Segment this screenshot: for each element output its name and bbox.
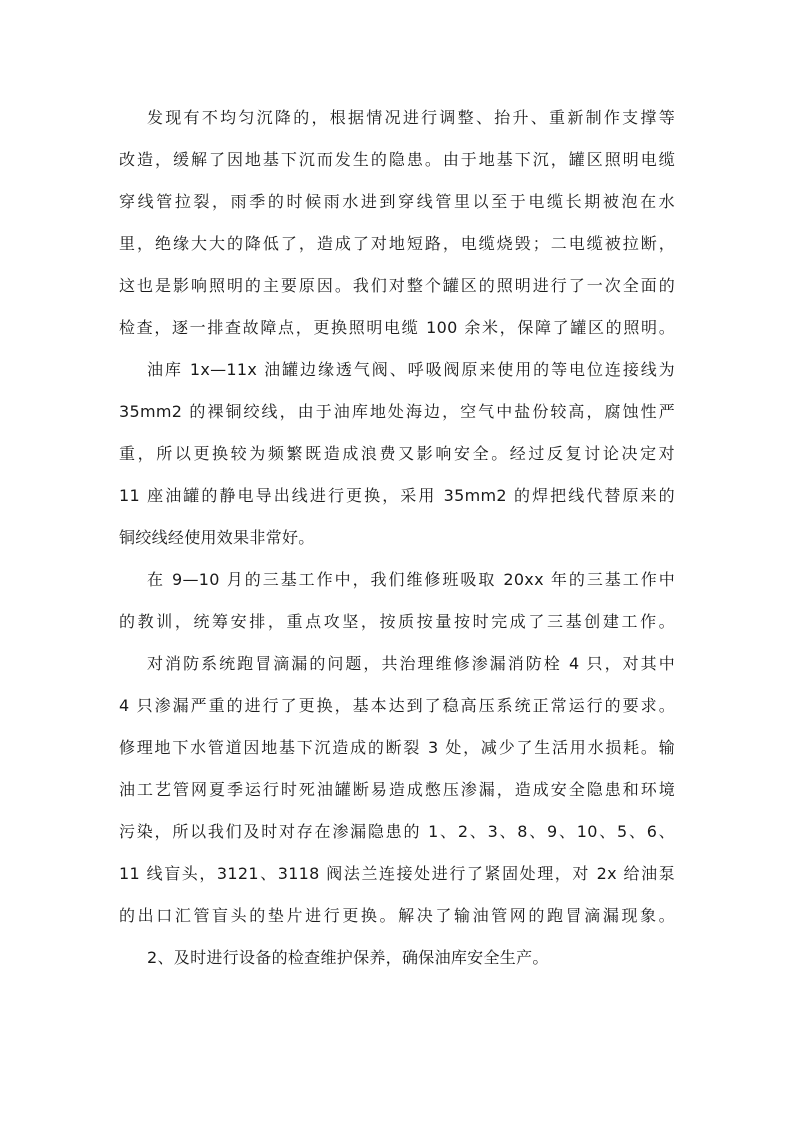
paragraph-line: 对消防系统跑冒滴漏的问题，共治理维修渗漏消防栓 4 只，对其中 xyxy=(147,654,675,673)
paragraph-line: 的出口汇管盲头的垫片进行更换。解决了输油管网的跑冒滴漏现象。 xyxy=(119,906,675,925)
paragraph-line: 35mm2 的裸铜绞线，由于油库地处海边，空气中盐份较高，腐蚀性严 xyxy=(119,402,675,421)
paragraph-line: 修理地下水管道因地基下沉造成的断裂 3 处，减少了生活用水损耗。输 xyxy=(119,738,675,757)
paragraph-line: 污染，所以我们及时对存在渗漏隐患的 1、2、3、8、9、10、5、6、 xyxy=(119,822,675,841)
paragraph-line: 油工艺管网夏季运行时死油罐断易造成憋压渗漏，造成安全隐患和环境 xyxy=(119,780,675,799)
paragraph-line: 检查，逐一排查故障点，更换照明电缆 100 余米，保障了罐区的照明。 xyxy=(119,318,675,337)
paragraph-line: 改造，缓解了因地基下沉而发生的隐患。由于地基下沉，罐区照明电缆 xyxy=(119,150,675,169)
paragraph-line: 重，所以更换较为频繁既造成浪费又影响安全。经过反复讨论决定对 xyxy=(119,444,675,463)
paragraph-line: 油库 1x—11x 油罐边缘透气阀、呼吸阀原来使用的等电位连接线为 xyxy=(147,360,675,379)
paragraph-line: 4 只渗漏严重的进行了更换，基本达到了稳高压系统正常运行的要求。 xyxy=(119,696,675,715)
paragraph-line: 铜绞线经使用效果非常好。 xyxy=(119,528,315,547)
paragraph-line: 11 座油罐的静电导出线进行更换，采用 35mm2 的焊把线代替原来的 xyxy=(119,486,675,505)
paragraph-line: 这也是影响照明的主要原因。我们对整个罐区的照明进行了一次全面的 xyxy=(119,276,675,295)
paragraph-line: 发现有不均匀沉降的，根据情况进行调整、抬升、重新制作支撑等 xyxy=(147,108,675,127)
paragraph-line: 里，绝缘大大的降低了，造成了对地短路，电缆烧毁；二电缆被拉断， xyxy=(119,234,675,253)
paragraph-line: 在 9—10 月的三基工作中，我们维修班吸取 20xx 年的三基工作中 xyxy=(147,570,675,589)
paragraph-line: 的教训，统筹安排，重点攻坚，按质按量按时完成了三基创建工作。 xyxy=(119,612,675,631)
paragraph-line: 11 线盲头，3121、3118 阀法兰连接处进行了紧固处理，对 2x 给油泵 xyxy=(119,864,675,883)
paragraph-line: 穿线管拉裂，雨季的时候雨水进到穿线管里以至于电缆长期被泡在水 xyxy=(119,192,675,211)
section-heading: 2、及时进行设备的检查维护保养，确保油库安全生产。 xyxy=(147,948,549,967)
